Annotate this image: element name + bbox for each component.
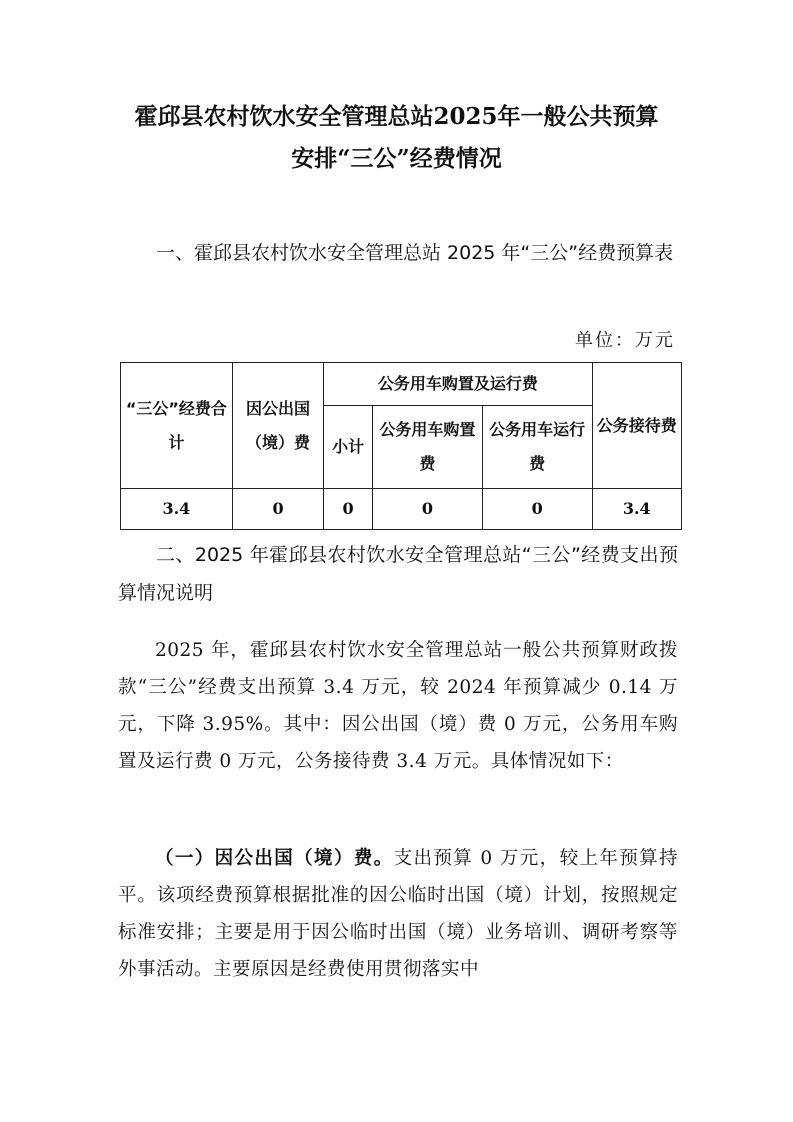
budget-table [120,362,682,530]
header-vehicle-purchase: 公务用车购置费 [373,406,483,489]
header-vehicle-operation: 公务用车运行费 [482,406,592,489]
paragraph-summary: 2025 年，霍邱县农村饮水安全管理总站一般公共预算财政拨款“三公”经费支出预算 3.4 万元，较 2024 年预算减少 0.14 万元，下降 3.95%。其中：因公出国（境）费 0 万元，公务用车购置及运行费 0 万元，公务接待费 3.4 万元。具体情况如下： [118,640,678,772]
paragraph-abroad-lead: （一）因公出国（境）费。 [155,848,394,869]
value-abroad: 0 [232,489,323,530]
header-abroad: 因公出国（境）费 [232,363,323,489]
header-subtotal: 小计 [324,406,373,489]
title-line-2: 安排“三公”经费情况 [291,145,502,172]
header-total: “三公”经费合计 [121,363,233,489]
header-reception: 公务接待费 [592,363,681,489]
paragraph-abroad [118,840,678,988]
unit-label: 单位：万元 [575,330,675,351]
title-line-1: 霍邱县农村饮水安全管理总站2025年一般公共预算 [134,103,659,130]
value-vehicle-operation: 0 [482,489,592,530]
value-subtotal: 0 [324,489,373,530]
header-vehicle-group: 公务用车购置及运行费 [324,363,592,406]
value-vehicle-purchase: 0 [373,489,483,530]
value-reception: 3.4 [592,489,681,530]
value-total: 3.4 [121,489,233,530]
document-title [60,96,733,180]
table-row [121,489,682,530]
section2-heading: 二、2025 年霍邱县农村饮水安全管理总站“三公”经费支出预算情况说明 [118,544,678,604]
section1-heading: 一、霍邱县农村饮水安全管理总站 2025 年“三公”经费预算表 [156,242,674,264]
table-header-row [121,363,682,406]
paragraph-abroad-body: 支出预算 0 万元，较上年预算持平。该项经费预算根据批准的因公临时出国（境）计划，按照规定标准安排；主要是用于因公临时出国（境）业务培训、调研考察等外事活动。主要原因是经费使用贯彻落实中 [118,848,678,980]
